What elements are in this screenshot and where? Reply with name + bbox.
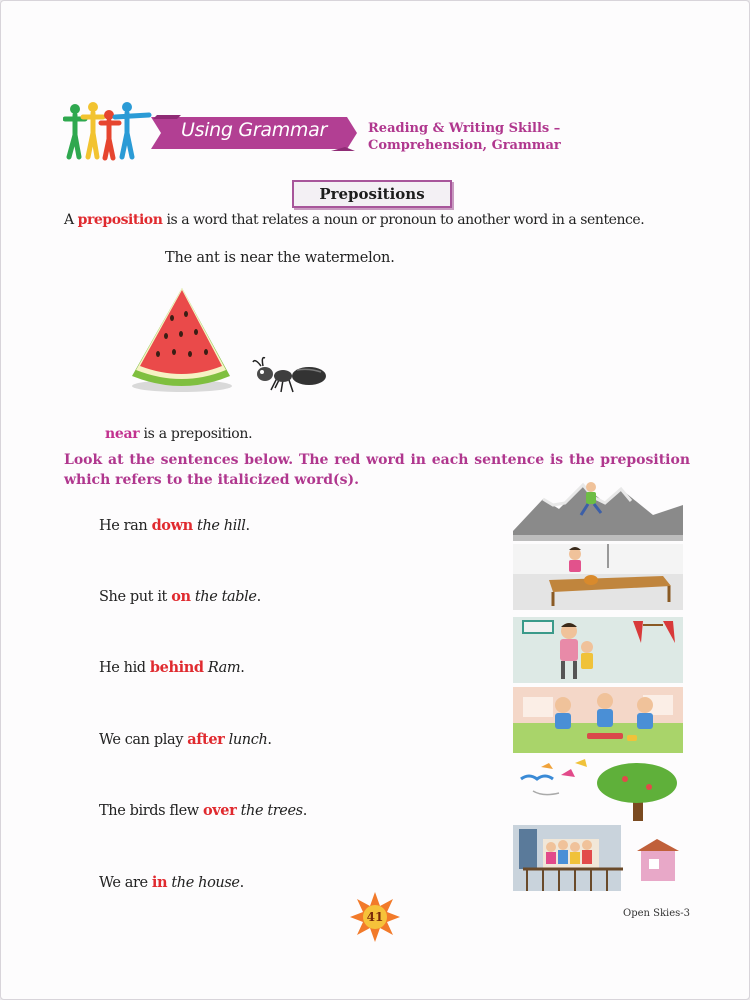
sentence-3 — [99, 659, 245, 676]
skills-line-2: Comprehension, Grammar — [368, 138, 561, 153]
preposition-note — [105, 426, 252, 442]
sentence-text: We can play — [99, 732, 188, 748]
birds-trees-illustration — [513, 757, 683, 823]
sentence-object: Ram — [207, 660, 241, 676]
ant-icon — [251, 356, 329, 396]
skills-subtitle — [368, 120, 561, 154]
example-preposition: near — [105, 426, 140, 442]
sentence-preposition: behind — [149, 659, 204, 676]
sentence-preposition: in — [151, 874, 168, 891]
sentence-end: . — [240, 660, 245, 676]
house-illustration — [513, 825, 683, 891]
example-sentence: The ant is near the watermelon. — [165, 250, 395, 266]
banner-title: Using Grammar — [181, 119, 327, 141]
sentence-end: . — [256, 589, 261, 605]
children-logo-icon — [63, 101, 155, 161]
sentence-object: lunch — [228, 732, 268, 748]
sentence-object: the house — [171, 875, 240, 891]
sentence-end: . — [245, 518, 250, 534]
table-illustration — [513, 544, 683, 610]
section-title: Prepositions — [319, 185, 425, 203]
sentence-object: the trees — [240, 803, 303, 819]
sentence-1 — [99, 517, 250, 534]
sentence-preposition: after — [187, 731, 225, 748]
hiding-illustration — [513, 617, 683, 683]
instruction-text: Look at the sentences below. The red word in each sentence is the preposition which refers to the italicized word(s). — [64, 452, 690, 488]
sentence-4 — [99, 731, 272, 748]
sentence-2 — [99, 588, 261, 605]
skills-line-1: Reading & Writing Skills – — [368, 121, 561, 136]
sentence-object: the hill — [197, 518, 246, 534]
page-number: 41 — [366, 910, 384, 924]
sentence-text: He hid — [99, 660, 150, 676]
sentence-text: He ran — [99, 518, 152, 534]
sentence-object: the table — [194, 589, 257, 605]
sentence-preposition: down — [151, 517, 193, 534]
definition-rest: is a word that relates a noun or pronoun to another word in a sentence. — [162, 212, 645, 228]
sentence-end: . — [302, 803, 307, 819]
definition-text — [64, 212, 644, 228]
sentence-text: She put it — [99, 589, 172, 605]
lunch-illustration — [513, 687, 683, 753]
sentence-6 — [99, 874, 244, 891]
watermelon-icon — [126, 284, 238, 399]
definition-term: preposition — [77, 212, 163, 228]
sentence-preposition: on — [171, 588, 191, 605]
definition-prefix: A — [64, 212, 78, 228]
sentence-end: . — [239, 875, 244, 891]
book-title-footer: Open Skies-3 — [623, 908, 691, 919]
sentence-5 — [99, 802, 307, 819]
section-title-box — [292, 180, 452, 208]
sentence-text: The birds flew — [99, 803, 203, 819]
preposition-note-text: is a preposition. — [139, 426, 253, 442]
sentence-text: We are — [99, 875, 152, 891]
hill-illustration — [513, 475, 683, 541]
page-number-star-icon — [349, 891, 401, 943]
sentence-preposition: over — [203, 802, 237, 819]
sentence-end: . — [267, 732, 272, 748]
